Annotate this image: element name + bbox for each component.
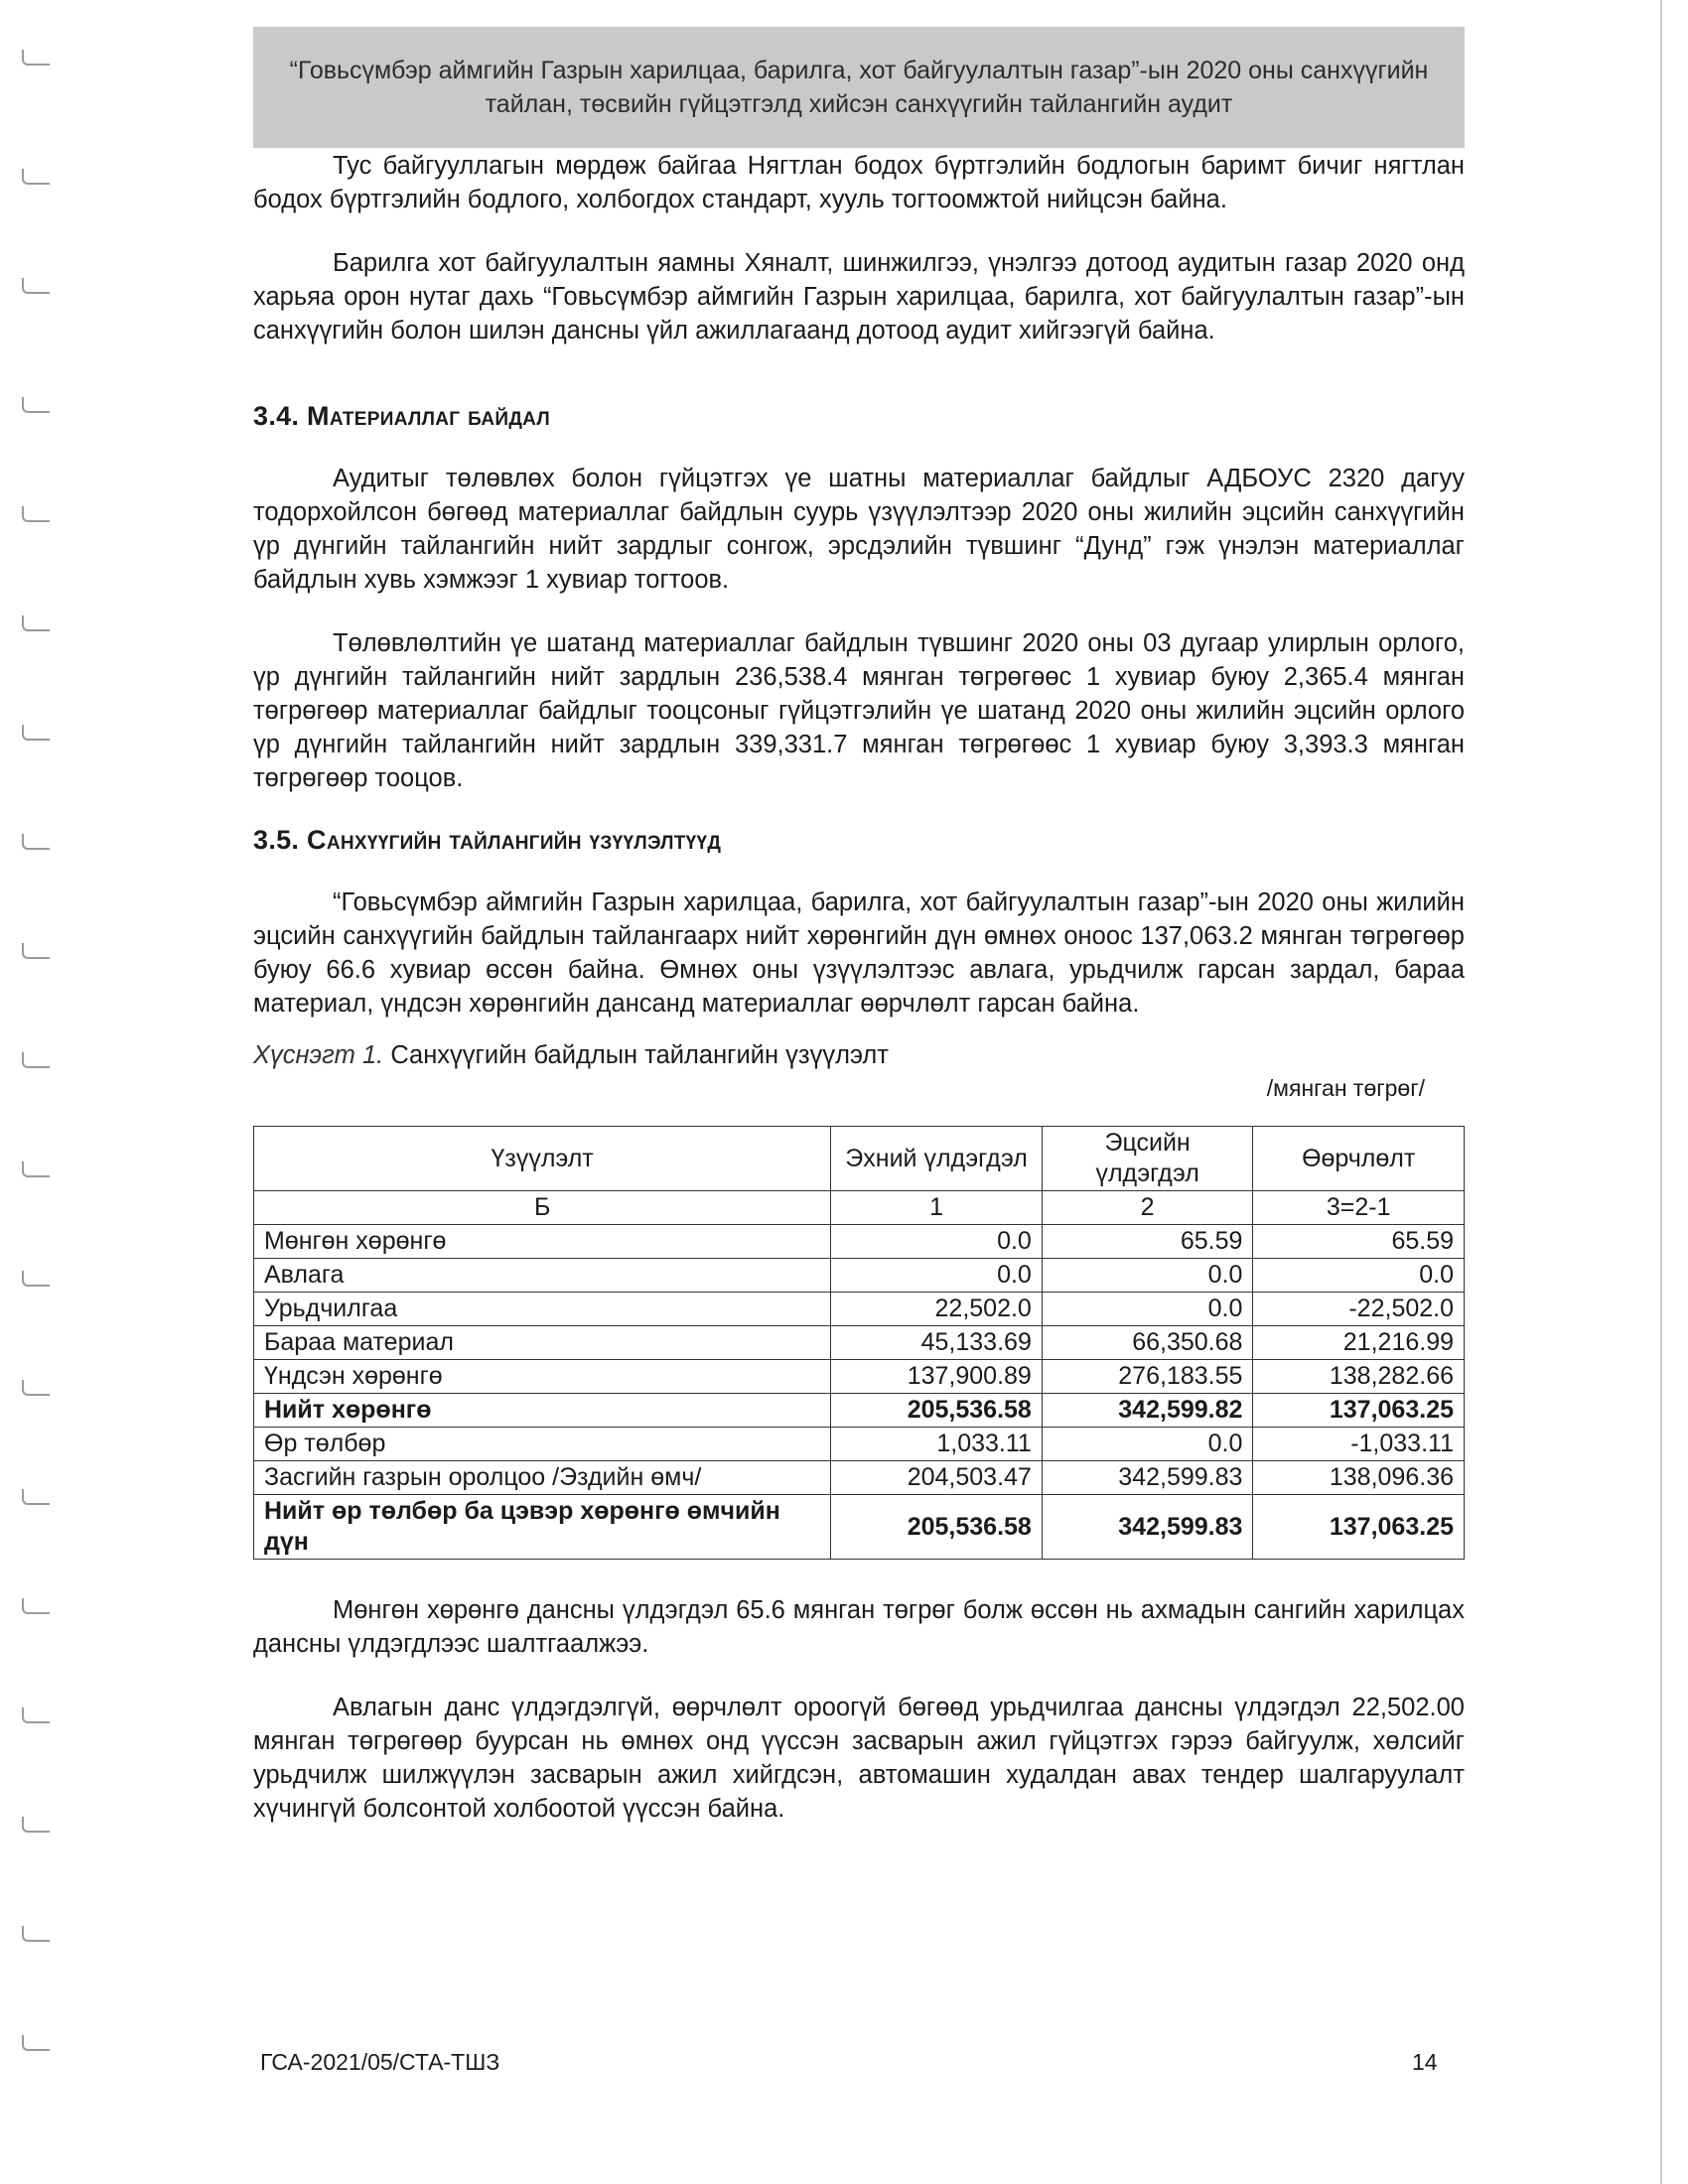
cell-opening: 205,536.58 xyxy=(831,1394,1043,1428)
binding-mark xyxy=(22,1489,50,1505)
table-caption-label: Хүснэгт 1. xyxy=(253,1041,384,1069)
column-header-indicator: Үзүүлэлт xyxy=(254,1127,831,1191)
table-header-row xyxy=(254,1127,1465,1191)
header-line-1: “Говьсүмбэр аймгийн Газрын харилцаа, барилга, хот байгуулалтын газар”-ын 2020 оны санхүүгийн xyxy=(289,57,1429,84)
binding-mark xyxy=(22,1161,50,1177)
paragraph-accounting-policy: Тус байгууллагын мөрдөж байгаа Нягтлан бодох бүртгэлийн бодлогын баримт бичиг нягтлан бодох бүртгэлийн бодлого, холбогдох стандарт, хууль тогтоомжтой нийцсэн байна. xyxy=(253,152,1465,213)
binding-holes xyxy=(22,30,52,2134)
paragraph-cash-balance: Мөнгөн хөрөнгө дансны үлдэгдэл 65.6 мянган төгрөг болж өссөн нь ахмадын сангийн харилцах дансны үлдэгдлээс шалтгаалжээ. xyxy=(253,1596,1465,1658)
cell-change: 138,282.66 xyxy=(1253,1360,1465,1394)
column-number: 3=2-1 xyxy=(1253,1191,1465,1225)
table-caption-text: Санхүүгийн байдлын тайлангийн үзүүлэлт xyxy=(383,1041,889,1069)
binding-mark xyxy=(22,725,50,741)
table-row xyxy=(254,1225,1465,1259)
cell-closing: 342,599.83 xyxy=(1042,1461,1253,1495)
cell-closing: 0.0 xyxy=(1042,1293,1253,1326)
cell-change: 21,216.99 xyxy=(1253,1326,1465,1360)
table-row xyxy=(254,1461,1465,1495)
report-header xyxy=(253,27,1465,148)
row-label: Авлага xyxy=(254,1259,831,1293)
cell-opening: 204,503.47 xyxy=(831,1461,1043,1495)
column-number-row xyxy=(254,1191,1465,1225)
table-caption xyxy=(253,1038,1465,1072)
cell-change: 0.0 xyxy=(1253,1259,1465,1293)
paragraph-internal-audit: Барилга хот байгуулалтын яамны Хяналт, шинжилгээ, үнэлгээ дотоод аудитын газар 2020 онд харьяа орон нутаг дахь “Говьсүмбэр аймгийн Газрын харилцаа, барилга, хот байгуулалтын газар”-ын санхүүгийн болон шилэн дансны үйл ажиллагаанд дотоод аудит хийгээгүй байна. xyxy=(253,249,1465,344)
paragraph-receivables: Авлагын данс үлдэгдэлгүй, өөрчлөлт ороогүй бөгөөд урьдчилгаа дансны үлдэгдэл 22,502.00 мянган төгрөгөөр буурсан нь өмнөх онд үүссэн засварын ажил гүйцэтгэх гэрээ байгуулж, хөлсийг урьдчилж шилжүүлэн засварын ажил хийгдсэн, автомашин худалдан авах тендер шалгаруулалт хүчингүй болсонтой холбоотой үүссэн байна. xyxy=(253,1694,1465,1823)
binding-mark xyxy=(22,834,50,850)
cell-closing: 0.0 xyxy=(1042,1259,1253,1293)
cell-change: 138,096.36 xyxy=(1253,1461,1465,1495)
table-row-total-liabilities-equity xyxy=(254,1495,1465,1560)
cell-opening: 45,133.69 xyxy=(831,1326,1043,1360)
paragraph-financial-indicators: “Говьсүмбэр аймгийн Газрын харилцаа, барилга, хот байгуулалтын газар”-ын 2020 оны жилийн эцсийн санхүүгийн байдлын тайлангаарх нийт хөрөнгийн дүн өмнөх оноос 137,063.2 мянган төгрөгөөр буюу 66.6 хувиар өссөн байна. Өмнөх оны үзүүлэлтээс авлага, урьдчилж гарсан зардал, бараа материал, үндсэн хөрөнгийн дансанд материаллаг өөрчлөлт гарсан байна. xyxy=(253,888,1465,1018)
row-label: Бараа материал xyxy=(254,1326,831,1360)
binding-mark xyxy=(22,1707,50,1723)
table-row xyxy=(254,1360,1465,1394)
page-body xyxy=(253,149,1465,1826)
header-line-2: тайлан, төсвийн гүйцэтгэлд хийсэн санхүүгийн тайлангийн аудит xyxy=(485,90,1233,118)
cell-closing: 0.0 xyxy=(1042,1428,1253,1461)
binding-mark xyxy=(22,1817,50,1833)
row-label: Мөнгөн хөрөнгө xyxy=(254,1225,831,1259)
cell-closing: 66,350.68 xyxy=(1042,1326,1253,1360)
column-number: 1 xyxy=(831,1191,1043,1225)
row-label: Нийт хөрөнгө xyxy=(254,1394,831,1428)
cell-opening: 1,033.11 xyxy=(831,1428,1043,1461)
binding-mark xyxy=(22,1271,50,1287)
cell-opening: 22,502.0 xyxy=(831,1293,1043,1326)
binding-mark xyxy=(22,278,50,294)
row-label: Өр төлбөр xyxy=(254,1428,831,1461)
footer-report-code: ГСА-2021/05/СТА-ТШЗ xyxy=(260,2049,500,2075)
cell-change: -22,502.0 xyxy=(1253,1293,1465,1326)
paragraph-materiality-1: Аудитыг төлөвлөх болон гүйцэтгэх үе шатны материаллаг байдлыг АДБОУС 2320 дагуу тодорхойлсон бөгөөд материаллаг байдлын суурь үзүүлэлтээр 2020 оны жилийн эцсийн санхүүгийн үр дүнгийн тайлангийн нийт зардлыг сонгож, эрсдэлийн түвшинг “Дунд” гэж үнэлэн материаллаг байдлын хувь хэмжээг 1 хувиар тогтоов. xyxy=(253,465,1465,594)
binding-mark xyxy=(22,1926,50,1942)
cell-change: 137,063.25 xyxy=(1253,1495,1465,1560)
table-row xyxy=(254,1326,1465,1360)
table-row xyxy=(254,1259,1465,1293)
binding-mark xyxy=(22,615,50,631)
binding-mark xyxy=(22,506,50,522)
cell-closing: 342,599.82 xyxy=(1042,1394,1253,1428)
table-row-total-assets xyxy=(254,1394,1465,1428)
binding-mark xyxy=(22,169,50,185)
paragraph-materiality-2: Төлөвлөлтийн үе шатанд материаллаг байдлын түвшинг 2020 оны 03 дугаар улирлын орлого, үр дүнгийн тайлангийн нийт зардлын 236,538.4 мянган төгрөгөөс 1 хувиар буюу 2,365.4 мянган төгрөгөөр материаллаг байдлыг тооцсоныг гүйцэтгэлийн үе шатанд 2020 оны жилийн эцсийн орлого үр дүнгийн тайлангийн нийт зардлын 339,331.7 мянган төгрөгөөс 1 хувиар буюу 3,393.3 мянган төгрөгөөр тооцов. xyxy=(253,629,1465,792)
row-label: Үндсэн хөрөнгө xyxy=(254,1360,831,1394)
row-label: Урьдчилгаа xyxy=(254,1293,831,1326)
cell-change: 137,063.25 xyxy=(1253,1394,1465,1428)
binding-mark xyxy=(22,943,50,959)
table-row xyxy=(254,1293,1465,1326)
cell-change: -1,033.11 xyxy=(1253,1428,1465,1461)
cell-opening: 0.0 xyxy=(831,1259,1043,1293)
cell-opening: 0.0 xyxy=(831,1225,1043,1259)
cell-opening: 205,536.58 xyxy=(831,1495,1043,1560)
binding-mark xyxy=(22,1380,50,1396)
section-heading-materiality: 3.4. Материаллаг байдал xyxy=(253,401,551,431)
cell-closing: 276,183.55 xyxy=(1042,1360,1253,1394)
cell-closing: 342,599.83 xyxy=(1042,1495,1253,1560)
column-header-opening: Эхний үлдэгдэл xyxy=(831,1127,1043,1191)
cell-closing: 65.59 xyxy=(1042,1225,1253,1259)
row-label: Засгийн газрын оролцоо /Эздийн өмч/ xyxy=(254,1461,831,1495)
section-heading-financial-indicators: 3.5. Санхүүгийн тайлангийн үзүүлэлтүүд xyxy=(253,825,722,855)
binding-mark xyxy=(22,1052,50,1068)
binding-mark xyxy=(22,50,50,66)
scan-edge xyxy=(1660,0,1662,2184)
table-row xyxy=(254,1428,1465,1461)
page-number: 14 xyxy=(1412,2049,1438,2075)
binding-mark xyxy=(22,2035,50,2051)
column-header-change: Өөрчлөлт xyxy=(1253,1127,1465,1191)
financial-position-table xyxy=(253,1126,1465,1560)
cell-change: 65.59 xyxy=(1253,1225,1465,1259)
table-unit: /мянган төгрөг/ xyxy=(1266,1075,1425,1101)
column-number: Б xyxy=(254,1191,831,1225)
cell-opening: 137,900.89 xyxy=(831,1360,1043,1394)
binding-mark xyxy=(22,397,50,413)
column-header-closing: Эцсийн үлдэгдэл xyxy=(1042,1127,1253,1191)
binding-mark xyxy=(22,1598,50,1614)
column-number: 2 xyxy=(1042,1191,1253,1225)
row-label: Нийт өр төлбөр ба цэвэр хөрөнгө өмчийн дүн xyxy=(254,1495,831,1560)
